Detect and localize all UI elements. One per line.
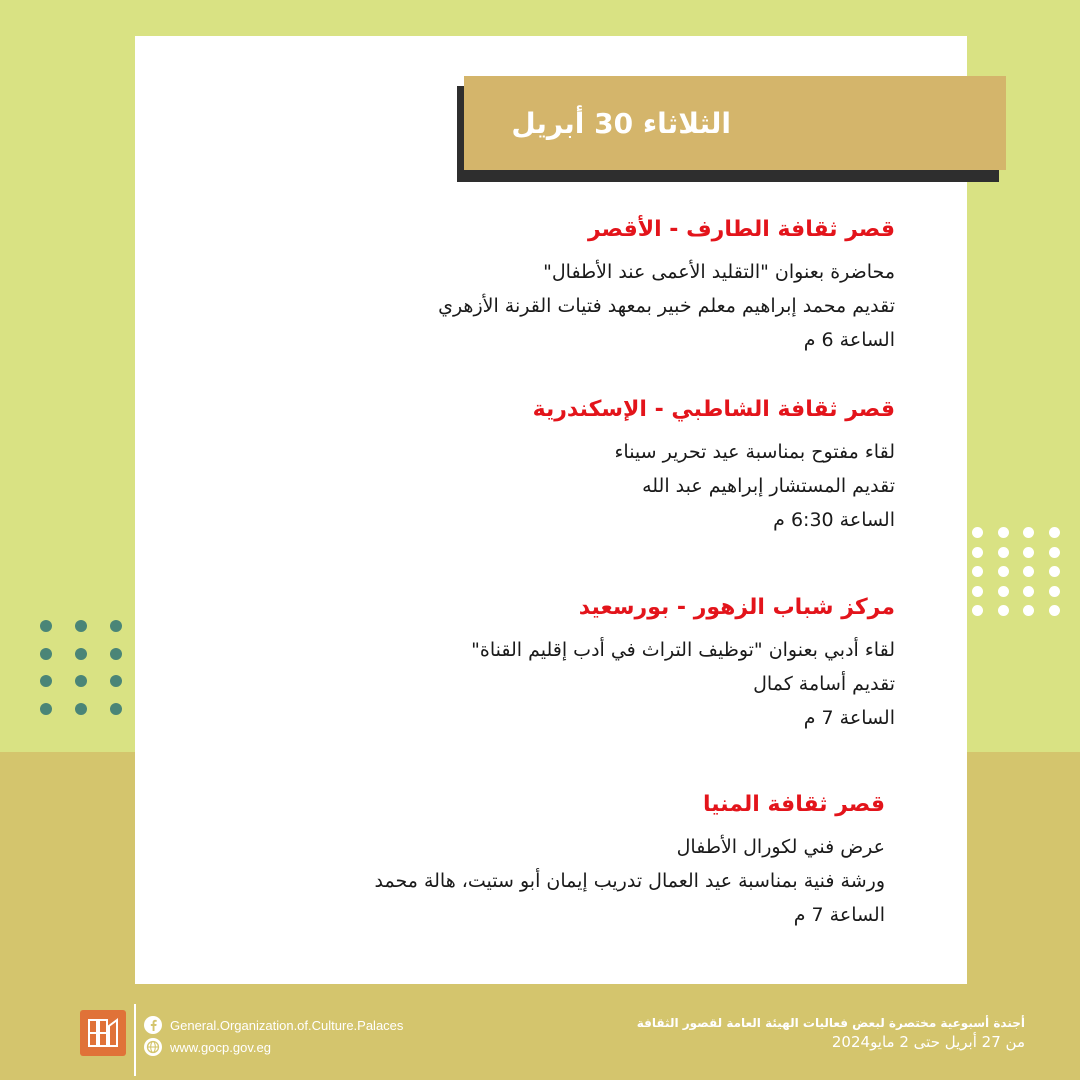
facebook-link[interactable] bbox=[144, 1016, 403, 1034]
footer-divider bbox=[134, 1004, 136, 1076]
facebook-handle: General.Organization.of.Culture.Palaces bbox=[170, 1017, 404, 1033]
event-time: الساعة 7 م bbox=[793, 904, 885, 926]
event-venue: قصر ثقافة الشاطبي - الإسكندرية bbox=[532, 397, 895, 422]
event-block bbox=[533, 395, 895, 537]
event-title: عرض فني لكورال الأطفال bbox=[676, 836, 885, 858]
event-venue: قصر ثقافة المنيا bbox=[703, 792, 885, 817]
event-block bbox=[438, 215, 895, 357]
event-time: الساعة 6 م bbox=[803, 329, 895, 351]
logo-mark-icon bbox=[86, 1016, 120, 1050]
facebook-icon bbox=[144, 1016, 162, 1034]
event-venue: قصر ثقافة الطارف - الأقصر bbox=[587, 217, 895, 242]
agenda-date-range: من 27 أبريل حتى 2 مايو2024 bbox=[831, 1033, 1025, 1051]
event-presenter: تقديم أسامة كمال bbox=[753, 673, 895, 695]
event-time: الساعة 6:30 م bbox=[773, 509, 895, 531]
event-presenter: تقديم المستشار إبراهيم عبد الله bbox=[642, 475, 895, 497]
event-block bbox=[471, 593, 895, 735]
organization-logo bbox=[80, 1010, 126, 1056]
date-banner bbox=[464, 76, 1006, 170]
event-presenter: تقديم محمد إبراهيم معلم خبير بمعهد فتيات القرنة الأزهري bbox=[438, 295, 895, 317]
event-title: لقاء مفتوح بمناسبة عيد تحرير سيناء bbox=[614, 441, 895, 463]
event-venue: مركز شباب الزهور - بورسعيد bbox=[578, 595, 895, 620]
date-title: الثلاثاء 30 أبريل bbox=[511, 106, 731, 140]
event-title: محاضرة بعنوان "التقليد الأعمى عند الأطفال" bbox=[543, 261, 895, 283]
event-workshop: ورشة فنية بمناسبة عيد العمال تدريب إيمان أبو ستيت، هالة محمد bbox=[374, 870, 885, 892]
agenda-caption bbox=[637, 1014, 1025, 1052]
globe-icon bbox=[144, 1038, 162, 1056]
event-title: لقاء أدبي بعنوان "توظيف التراث في أدب إقليم القناة" bbox=[471, 639, 895, 661]
website-url: www.gocp.gov.eg bbox=[170, 1039, 271, 1055]
decorative-green-dots bbox=[40, 620, 122, 715]
event-time: الساعة 7 م bbox=[803, 707, 895, 729]
website-link[interactable] bbox=[144, 1038, 271, 1056]
decorative-white-dots bbox=[972, 527, 1060, 616]
event-block bbox=[375, 790, 886, 932]
agenda-title: أجندة أسبوعية مختصرة لبعض فعاليات الهيئة العامة لقصور الثقافة bbox=[636, 1016, 1025, 1030]
